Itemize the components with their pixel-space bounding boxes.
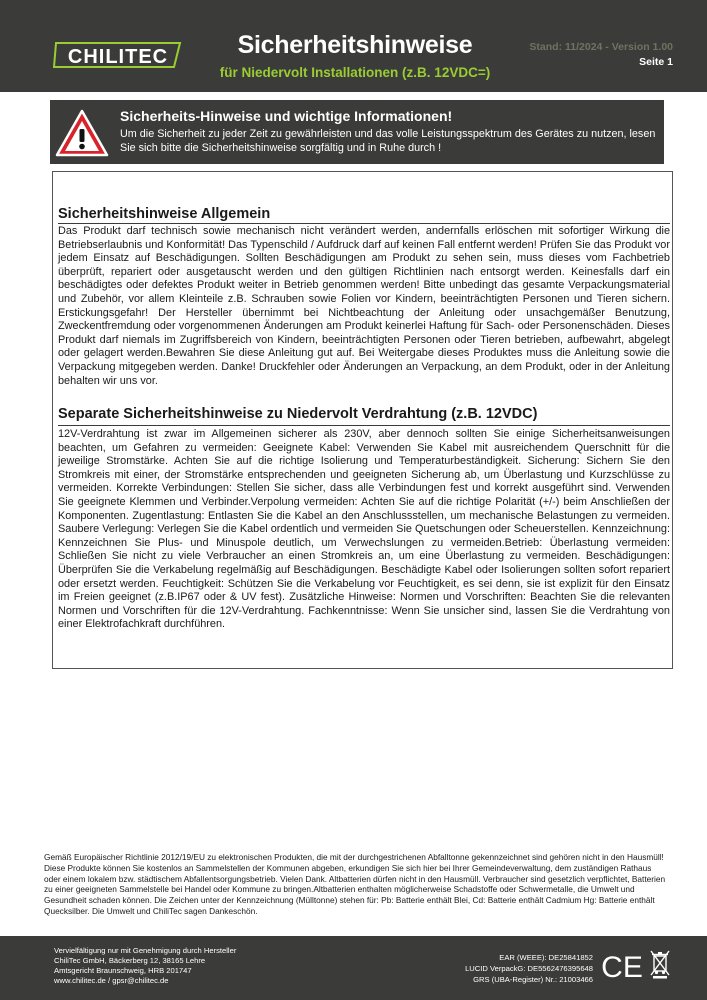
warning-triangle-icon (54, 108, 110, 158)
disposal-notice: Gemäß Europäischer Richtlinie 2012/19/EU zu elektronischen Produkten, die mit der durchgestrichenen Abfalltonne gekennzeichnet sind gehören nicht in den Hausmüll! Diese Produkte können Sie kostenlos an Sammelstellen der Kommunen abgeben, erkundigen Sie sich hier bei Ihrer Gemeindeverwaltung, dem zuständigen Rathaus oder einem lokalem bzw. städtischem Abfallentsorgungsbetrieb. Vielen Dank. Altbatterien dürfen nicht in den Hausmüll. Verbraucher sind gesetzlich verpflichtet, Batterien zu einer geeigneten Sammelstelle bei Handel oder Kommune zu bringen.Altbatterien enthalten möglicherweise Schadstoffe oder Schwermetalle, die Umwelt und Gesundheit schaden können. Die Zeichen unter der Kennzeichnung (Mülltonne) stehen für: Pb: Batterie enthält Blei, Cd: Batterie enthält Cadmium Hg: Batterie enthält Quecksilber. Die Umwelt und ChiliTec sagen Dankeschön. (44, 852, 666, 916)
section-heading-low-voltage: Separate Sicherheitshinweise zu Niedervolt Verdrahtung (z.B. 12VDC) (58, 406, 538, 422)
logo-text: CHILITEC (67, 46, 169, 68)
section-body-low-voltage: 12V-Verdrahtung ist zwar im Allgemeinen sicherer als 230V, aber dennoch sollten Sie einige Sicherheitsanweisungen beachten, um Gefahren zu vermeiden: Geeignete Kabel: Verwenden Sie Kabel mit ausreichendem Querschnitt für die jeweilige Stromstärke. Achten Sie auf die richtige Isolierung und Temperaturbeständigkeit. Sicherung: Sichern Sie den Stromkreis mit einer, der Stromstärke entsprechenden und geeigneten Sicherung ab, um Überlastung und Kurzschlüsse zu vermeiden. Korrekte Verbindungen: Stellen Sie sicher, dass alle Verbindungen fest und korrekt ausgeführt sind. Verwenden Sie geeignete Klemmen und Verbinder.Verpolung vermeiden: Achten Sie auf die richtige Polarität (+/-) beim Anschließen der Komponenten. Zugentlastung: Entlasten Sie die Kabel an den Anschlussstellen, um mechanische Belastungen zu vermeiden. Saubere Verlegung: Verlegen Sie die Kabel ordentlich und vermeiden Sie Quetschungen oder Scheuerstellen. Kennzeichnung: Kennzeichnen Sie Plus- und Minuspole deutlich, um Verwechslungen zu vermeiden.Betrieb: Überlastung vermeiden: Schließen Sie nicht zu viele Verbraucher an einen Stromkreis an, um eine Überlastung zu vermeiden. Beschädigungen: Überprüfen Sie die Verkabelung regelmäßig auf Beschädigungen. Beschädigte Kabel oder Isolierungen sollten sofort repariert oder ersetzt werden. Feuchtigkeit: Schützen Sie die Verkabelung vor Feuchtigkeit, es sei denn, sie ist explizit für den Einsatz im Freien geeignet (z.B.IP67 oder & UV fest). Zusätzliche Hinweise: Normen und Vorschriften: Beachten Sie die relevanten Normen und Vorschriften für die 12V-Verdrahtung. Fachkenntnisse: Wenn Sie unsicher sind, lassen Sie die Verdrahtung von einer Elektrofachkraft durchführen. (58, 428, 670, 631)
registration-line: EAR (WEEE): DE25841852 (499, 953, 593, 962)
ce-mark-icon (598, 952, 646, 980)
registration-line: LUCID VerpackG: DE5562476395648 (465, 964, 593, 973)
notice-title: Sicherheits-Hinweise und wichtige Informationen! (120, 108, 453, 124)
company-info-line: Amtsgericht Braunschweig, HRB 201747 (54, 966, 192, 975)
registration-info (465, 952, 593, 985)
company-info-line: Vervielfältigung nur mit Genehmigung durch Hersteller (54, 946, 237, 955)
version-stamp: Stand: 11/2024 - Version 1.00 (529, 41, 673, 53)
section-heading-general: Sicherheitshinweise Allgemein (58, 206, 271, 222)
chilitec-logo (52, 40, 188, 70)
company-info (54, 946, 236, 986)
footer-bar (0, 936, 707, 1000)
ce-mark-text: CE (601, 952, 643, 980)
company-info-line: www.chilitec.de / gpsr@chilitec.de (54, 976, 169, 985)
page-title: Sicherheitshinweise (237, 31, 473, 59)
crossed-bin-icon (650, 949, 670, 979)
page-number: Seite 1 (639, 56, 673, 68)
safety-notice-banner (50, 100, 664, 164)
company-info-line: ChiliTec GmbH, Bäckerberg 12, 38165 Lehre (54, 956, 206, 965)
page-subtitle: für Niedervolt Installationen (z.B. 12VDC=) (219, 65, 491, 80)
header-bar (0, 0, 707, 92)
section-divider (58, 425, 670, 426)
section-body-general: Das Produkt darf technisch sowie mechanisch nicht verändert werden, andernfalls erlöschen mit sofortiger Wirkung die Betriebserlaubnis und Konformität! Das Typenschild / Aufdruck darf auf keinen Fall entfernt werden! Prüfen Sie das Produkt vor jedem Einsatz auf Beschädigungen. Sollten Beschädigungen am Produkt zu sehen sein, muss dieses vom Fachbetrieb überprüft, repariert oder ausgetauscht werden und den gültigen Richtlinien nach entsorgt werden. Keinesfalls darf ein beschädigtes oder defektes Produkt weiter in Betrieb genommen werden! Bitte unbedingt das gesamte Verpackungsmaterial und Zubehör, vor allem Kleinteile z.B. Schrauben sowie Folien vor Kindern, beeinträchtigten Personen und Tieren sichern. Erstickungsgefahr! Der Hersteller übernimmt bei Nichtbeachtung der Anleitung oder unsachgemäßer Benutzung, Zweckentfremdung oder vorgenommenen Änderungen am Produkt keinerlei Haftung für Sach- oder Personenschäden. Dieses Produkt darf niemals im Zugriffsbereich von Kindern, beeinträchtigten Personen oder Tieren betrieben, aufbewahrt, abgelegt oder gelagert werden.Bewahren Sie diese Anleitung gut auf. Bei Weitergabe dieses Produktes muss die Anleitung sowie die Verpackung mitgegeben werden. Danke! Druckfehler oder Änderungen an Verpackung, an dem Produkt, oder in der Anleitung behalten wir uns vor. (58, 225, 670, 387)
notice-text: Um die Sicherheit zu jeder Zeit zu gewährleisten und das volle Leistungsspektrum des Gerätes zu nutzen, lesen Sie sich bitte die Sicherheitshinweise sorgfältig und in Ruhe durch ! (120, 128, 656, 154)
section-divider (58, 223, 670, 224)
registration-line: GRS (UBA-Register) Nr.: 21003466 (473, 975, 593, 984)
